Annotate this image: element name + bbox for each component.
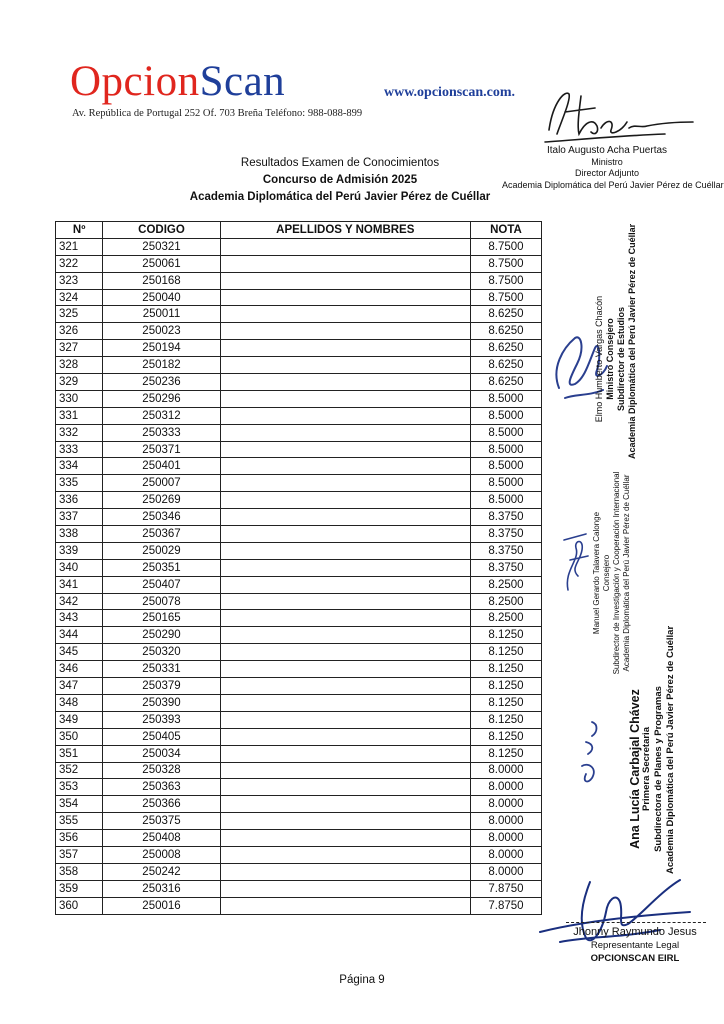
cell-grade: 8.6250 — [470, 340, 541, 357]
signatory-2-role1: Ministro Consejero — [605, 318, 615, 400]
cell-grade: 8.1250 — [470, 728, 541, 745]
table-row — [56, 745, 542, 762]
cell-names — [220, 272, 470, 289]
cell-names — [220, 846, 470, 863]
cell-grade: 8.1250 — [470, 711, 541, 728]
signatory-4-role2: Subdirectora de Planes y Programas — [653, 686, 664, 852]
cell-names — [220, 661, 470, 678]
table-body — [56, 238, 542, 914]
cell-code: 250242 — [103, 863, 220, 880]
cell-code: 250078 — [103, 593, 220, 610]
cell-grade: 8.7500 — [470, 289, 541, 306]
cell-num: 334 — [56, 458, 103, 475]
cell-code: 250312 — [103, 407, 220, 424]
cell-grade: 8.3750 — [470, 559, 541, 576]
cell-num: 336 — [56, 492, 103, 509]
cell-names — [220, 458, 470, 475]
cell-num: 348 — [56, 694, 103, 711]
logo-part-opcion: Opcion — [70, 58, 200, 105]
table-row — [56, 796, 542, 813]
cell-grade: 8.3750 — [470, 542, 541, 559]
table-row — [56, 272, 542, 289]
cell-code: 250407 — [103, 576, 220, 593]
table-row — [56, 238, 542, 255]
cell-code: 250011 — [103, 306, 220, 323]
cell-num: 358 — [56, 863, 103, 880]
table-row — [56, 492, 542, 509]
cell-grade: 8.3750 — [470, 526, 541, 543]
company-website: www.opcionscan.com. — [384, 85, 516, 100]
cell-code: 250351 — [103, 559, 220, 576]
cell-num: 357 — [56, 846, 103, 863]
cell-code: 250165 — [103, 610, 220, 627]
signatory-top-name: Italo Augusto Acha Puertas — [546, 145, 668, 156]
cell-num: 326 — [56, 323, 103, 340]
table-row — [56, 694, 542, 711]
cell-names — [220, 728, 470, 745]
table-row — [56, 255, 542, 272]
signatory-4-role1: Primera Secretaria — [641, 727, 652, 811]
table-row — [56, 357, 542, 374]
cell-code: 250194 — [103, 340, 220, 357]
cell-code: 250333 — [103, 424, 220, 441]
cell-grade: 8.0000 — [470, 762, 541, 779]
table-row — [56, 610, 542, 627]
cell-grade: 8.0000 — [470, 846, 541, 863]
cell-code: 250379 — [103, 678, 220, 695]
cell-grade: 8.0000 — [470, 863, 541, 880]
signatory-rep — [560, 926, 710, 965]
signatory-3-role2: Subdirector de Investigación y Cooperación Internacional — [612, 471, 621, 675]
cell-grade: 8.5000 — [470, 424, 541, 441]
cell-names — [220, 745, 470, 762]
cell-names — [220, 559, 470, 576]
cell-grade: 8.2500 — [470, 593, 541, 610]
cell-num: 353 — [56, 779, 103, 796]
cell-num: 338 — [56, 526, 103, 543]
cell-code: 250371 — [103, 441, 220, 458]
table-row — [56, 593, 542, 610]
cell-code: 250236 — [103, 374, 220, 391]
cell-code: 250390 — [103, 694, 220, 711]
cell-grade: 8.7500 — [470, 272, 541, 289]
table-row — [56, 526, 542, 543]
table-row — [56, 559, 542, 576]
cell-grade: 8.1250 — [470, 627, 541, 644]
table-row — [56, 306, 542, 323]
cell-grade: 8.1250 — [470, 678, 541, 695]
cell-code: 250007 — [103, 475, 220, 492]
cell-grade: 8.3750 — [470, 509, 541, 526]
table-row — [56, 830, 542, 847]
cell-grade: 8.7500 — [470, 255, 541, 272]
table-row — [56, 323, 542, 340]
table-row — [56, 813, 542, 830]
cell-names — [220, 813, 470, 830]
cell-names — [220, 678, 470, 695]
signatory-3-org: Academia Diplomática del Perú Javier Pérez de Cuéllar — [622, 474, 631, 672]
cell-grade: 8.5000 — [470, 390, 541, 407]
cell-names — [220, 424, 470, 441]
signatory-top-role2: Director Adjunto — [574, 168, 640, 178]
cell-num: 329 — [56, 374, 103, 391]
cell-grade: 8.5000 — [470, 458, 541, 475]
signature-4-image — [572, 712, 610, 792]
cell-grade: 8.7500 — [470, 238, 541, 255]
cell-names — [220, 576, 470, 593]
cell-code: 250366 — [103, 796, 220, 813]
cell-names — [220, 779, 470, 796]
cell-code: 250061 — [103, 255, 220, 272]
table-row — [56, 374, 542, 391]
cell-code: 250182 — [103, 357, 220, 374]
cell-num: 323 — [56, 272, 103, 289]
signatory-top-org: Academia Diplomática del Perú Javier Pérez de Cuéllar — [502, 179, 724, 190]
cell-names — [220, 593, 470, 610]
cell-code: 250408 — [103, 830, 220, 847]
signatory-2-name: Elmo Humberto Vargas Chacón — [594, 295, 604, 423]
cell-names — [220, 610, 470, 627]
cell-num: 337 — [56, 509, 103, 526]
cell-names — [220, 441, 470, 458]
signature-top-image — [535, 82, 710, 150]
cell-grade: 8.2500 — [470, 610, 541, 627]
cell-num: 340 — [56, 559, 103, 576]
cell-code: 250405 — [103, 728, 220, 745]
cell-names — [220, 694, 470, 711]
cell-grade: 7.8750 — [470, 880, 541, 897]
header-grade: NOTA — [470, 222, 541, 239]
cell-num: 345 — [56, 644, 103, 661]
table-row — [56, 644, 542, 661]
cell-names — [220, 357, 470, 374]
table-row — [56, 627, 542, 644]
cell-names — [220, 711, 470, 728]
title-line-2: Concurso de Admisión 2025 — [262, 174, 418, 186]
signatory-top — [502, 145, 724, 191]
cell-names — [220, 796, 470, 813]
cell-code: 250034 — [103, 745, 220, 762]
cell-names — [220, 255, 470, 272]
logo-part-scan: Scan — [199, 58, 286, 105]
table-row — [56, 390, 542, 407]
cell-code: 250029 — [103, 542, 220, 559]
cell-num: 360 — [56, 897, 103, 914]
signatory-3-name: Manuel Gerardo Talavera Calonge — [592, 511, 601, 635]
cell-num: 349 — [56, 711, 103, 728]
header-names: APELLIDOS Y NOMBRES — [220, 222, 470, 239]
cell-num: 325 — [56, 306, 103, 323]
cell-grade: 8.5000 — [470, 492, 541, 509]
cell-grade: 8.0000 — [470, 796, 541, 813]
table-header-row — [56, 222, 542, 239]
signatory-2-role2: Subdirector de Estudios — [616, 307, 626, 412]
cell-num: 343 — [56, 610, 103, 627]
cell-num: 356 — [56, 830, 103, 847]
cell-names — [220, 880, 470, 897]
cell-names — [220, 289, 470, 306]
signatory-4-org: Academia Diplomática del Perú Javier Pérez de Cuéllar — [665, 625, 676, 874]
cell-grade: 8.1250 — [470, 661, 541, 678]
cell-names — [220, 323, 470, 340]
cell-names — [220, 340, 470, 357]
cell-code: 250290 — [103, 627, 220, 644]
signatory-top-role1: Ministro — [591, 156, 623, 167]
cell-code: 250321 — [103, 238, 220, 255]
table-row — [56, 407, 542, 424]
cell-grade: 8.6250 — [470, 306, 541, 323]
table-row — [56, 880, 542, 897]
cell-num: 339 — [56, 542, 103, 559]
table-row — [56, 458, 542, 475]
table-row — [56, 475, 542, 492]
cell-grade: 8.1250 — [470, 644, 541, 661]
cell-code: 250363 — [103, 779, 220, 796]
cell-names — [220, 509, 470, 526]
cell-grade: 8.0000 — [470, 830, 541, 847]
cell-names — [220, 407, 470, 424]
cell-code: 250375 — [103, 813, 220, 830]
cell-num: 350 — [56, 728, 103, 745]
table-row — [56, 576, 542, 593]
cell-names — [220, 390, 470, 407]
table-row — [56, 509, 542, 526]
cell-names — [220, 897, 470, 914]
cell-num: 341 — [56, 576, 103, 593]
cell-num: 346 — [56, 661, 103, 678]
cell-code: 250168 — [103, 272, 220, 289]
signatory-2-org: Academia Diplomática del Perú Javier Pérez de Cuéllar — [627, 223, 637, 459]
table-row — [56, 678, 542, 695]
cell-num: 328 — [56, 357, 103, 374]
cell-names — [220, 526, 470, 543]
cell-num: 324 — [56, 289, 103, 306]
cell-grade: 8.5000 — [470, 441, 541, 458]
cell-code: 250040 — [103, 289, 220, 306]
cell-grade: 8.0000 — [470, 813, 541, 830]
company-address: Av. República de Portugal 252 Of. 703 Breña Teléfono: 988-088-899 — [72, 108, 363, 119]
cell-code: 250393 — [103, 711, 220, 728]
cell-num: 322 — [56, 255, 103, 272]
cell-grade: 8.0000 — [470, 779, 541, 796]
cell-code: 250346 — [103, 509, 220, 526]
cell-code: 250016 — [103, 897, 220, 914]
table-row — [56, 289, 542, 306]
signature-line — [566, 922, 706, 923]
table-row — [56, 897, 542, 914]
signatory-rep-company: OPCIONSCAN EIRL — [590, 953, 680, 964]
cell-code: 250331 — [103, 661, 220, 678]
cell-num: 359 — [56, 880, 103, 897]
table-row — [56, 846, 542, 863]
cell-names — [220, 238, 470, 255]
cell-code: 250316 — [103, 880, 220, 897]
signatory-4-name: Ana Lucía Carbajal Chávez — [628, 689, 642, 849]
signatory-3 — [592, 458, 632, 688]
cell-grade: 8.5000 — [470, 475, 541, 492]
table-row — [56, 762, 542, 779]
cell-code: 250401 — [103, 458, 220, 475]
cell-num: 352 — [56, 762, 103, 779]
cell-grade: 8.6250 — [470, 374, 541, 391]
cell-grade: 8.5000 — [470, 407, 541, 424]
cell-names — [220, 374, 470, 391]
signatory-rep-name: Jhonny Raymundo Jesus — [573, 926, 697, 938]
document-titles — [160, 155, 520, 206]
signatory-4 — [628, 625, 677, 874]
cell-code: 250023 — [103, 323, 220, 340]
cell-num: 331 — [56, 407, 103, 424]
cell-code: 250269 — [103, 492, 220, 509]
signature-3-image — [556, 520, 596, 600]
cell-code: 250320 — [103, 644, 220, 661]
table-row — [56, 542, 542, 559]
table-row — [56, 779, 542, 796]
cell-num: 335 — [56, 475, 103, 492]
table-row — [56, 424, 542, 441]
table-row — [56, 340, 542, 357]
cell-names — [220, 863, 470, 880]
cell-grade: 7.8750 — [470, 897, 541, 914]
cell-grade: 8.6250 — [470, 323, 541, 340]
table-row — [56, 661, 542, 678]
table-row — [56, 863, 542, 880]
cell-num: 332 — [56, 424, 103, 441]
cell-names — [220, 627, 470, 644]
cell-code: 250296 — [103, 390, 220, 407]
cell-num: 342 — [56, 593, 103, 610]
cell-names — [220, 306, 470, 323]
cell-names — [220, 475, 470, 492]
cell-num: 347 — [56, 678, 103, 695]
cell-num: 327 — [56, 340, 103, 357]
cell-num: 355 — [56, 813, 103, 830]
cell-grade: 8.1250 — [470, 745, 541, 762]
cell-names — [220, 830, 470, 847]
cell-num: 354 — [56, 796, 103, 813]
cell-names — [220, 542, 470, 559]
cell-code: 250328 — [103, 762, 220, 779]
cell-num: 351 — [56, 745, 103, 762]
signatory-2 — [594, 223, 638, 459]
title-line-3: Academia Diplomática del Perú Javier Pérez de Cuéllar — [189, 191, 491, 203]
cell-num: 333 — [56, 441, 103, 458]
table-row — [56, 441, 542, 458]
title-line-1: Resultados Examen de Conocimientos — [240, 157, 440, 169]
cell-names — [220, 492, 470, 509]
cell-grade: 8.1250 — [470, 694, 541, 711]
header-num: Nº — [56, 222, 103, 239]
cell-names — [220, 644, 470, 661]
header-code: CODIGO — [103, 222, 220, 239]
cell-num: 344 — [56, 627, 103, 644]
page-number: Página 9 — [339, 974, 385, 986]
cell-names — [220, 762, 470, 779]
cell-num: 330 — [56, 390, 103, 407]
cell-code: 250008 — [103, 846, 220, 863]
cell-num: 321 — [56, 238, 103, 255]
cell-code: 250367 — [103, 526, 220, 543]
signatory-3-role1: Consejero — [602, 554, 611, 592]
cell-grade: 8.2500 — [470, 576, 541, 593]
table-row — [56, 728, 542, 745]
signatory-rep-role: Representante Legal — [590, 940, 680, 951]
table-row — [56, 711, 542, 728]
opcionscan-logo — [70, 58, 285, 106]
cell-grade: 8.6250 — [470, 357, 541, 374]
results-table — [55, 221, 542, 915]
